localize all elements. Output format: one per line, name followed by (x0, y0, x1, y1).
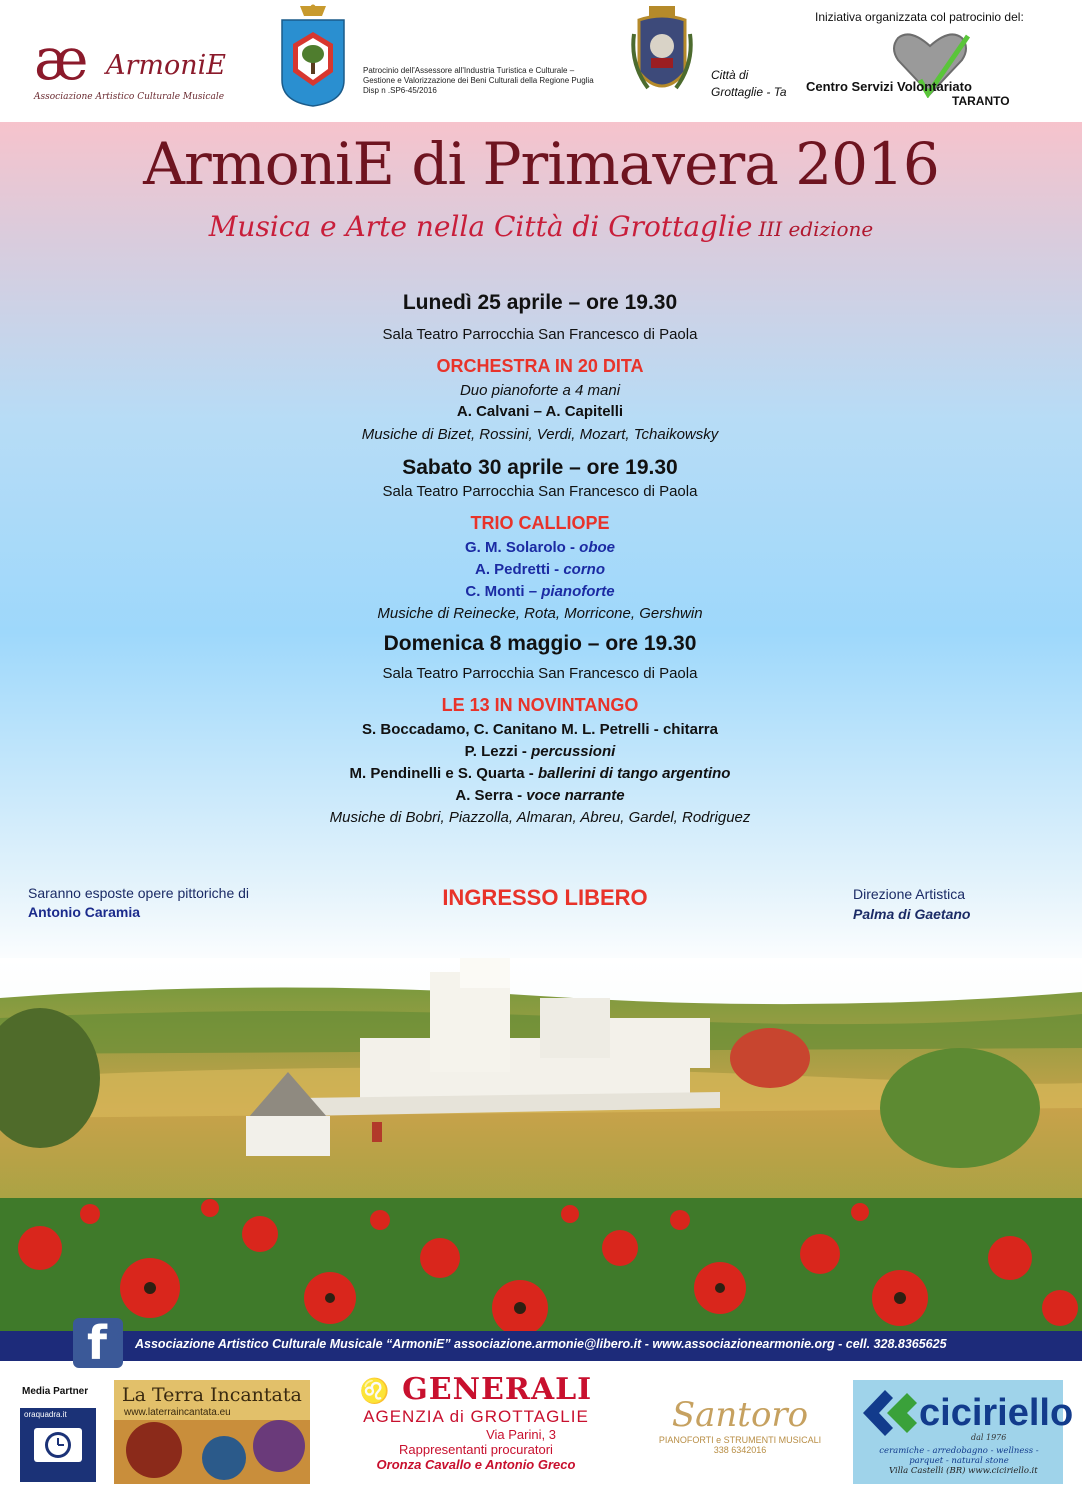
csv-name: Centro Servizi Volontariato (806, 79, 972, 94)
generali-sponsor (340, 1372, 612, 1492)
performer-names: A. Calvani – A. Capitelli (456, 403, 624, 420)
contact-info: Associazione Artistico Culturale Musicale “ArmoniE” associazione.armonie@libero.it - www.associazionearmonie.org - cell. 328.8365625 (135, 1337, 947, 1351)
director-name: Palma di Gaetano (853, 906, 971, 922)
performer-name: S. Boccadamo, C. Canitano M. L. Petrelli (362, 721, 650, 738)
landscape-painting (0, 958, 1082, 1334)
generali-role: Rappresentanti procuratori (399, 1442, 553, 1457)
terra-incantata-logo (114, 1380, 310, 1484)
santoro-sponsor (650, 1395, 830, 1455)
facebook-icon[interactable] (73, 1318, 123, 1368)
performer-role: percussioni (531, 743, 616, 760)
performer-name: A. Serra (455, 787, 513, 804)
event-desc: Duo pianoforte a 4 mani (459, 382, 621, 399)
performer-row (180, 583, 900, 600)
generali-agency: AGENZIA di GROTTAGLIE (363, 1407, 589, 1426)
generali-names: Oronza Cavallo e Antonio Greco (376, 1457, 576, 1472)
event-venue: Sala Teatro Parrocchia San Francesco di Paola (382, 326, 698, 343)
performer-sep: - (565, 539, 580, 556)
city-line: Città di (711, 68, 749, 82)
cici-since: dal 1976 (971, 1433, 1007, 1442)
logo-subtitle: Associazione Artistico Culturale Musicale (34, 92, 225, 102)
logo-name: ArmoniE (106, 50, 226, 81)
performer-sep: - (550, 561, 564, 578)
generali-name: GENERALI (402, 1372, 593, 1407)
lion-icon: ♌ (359, 1376, 391, 1405)
cici-name: ciciriello (919, 1392, 1074, 1434)
city-line: Grottaglie - Ta (711, 85, 787, 99)
terra-name: La Terra Incantata (122, 1384, 302, 1406)
event-music: Musiche di Reinecke, Rota, Morricone, Gershwin (377, 605, 703, 622)
event-date: Sabato 30 aprile – ore 19.30 (402, 456, 678, 479)
performer-name: C. Monti (465, 583, 525, 600)
artistic-direction (853, 884, 970, 924)
event-date: Lunedì 25 aprile – ore 19.30 (402, 291, 678, 314)
performer-sep: – (524, 583, 542, 600)
performer-sep: - (512, 787, 527, 804)
patrocinio-line: Gestione e Valorizzazione dei Beni Culturali della Regione Puglia (363, 76, 594, 85)
performer-name: A. Pedretti (474, 561, 550, 578)
facebook-glyph: f (87, 1316, 108, 1370)
grottaglie-crest-icon (631, 4, 693, 104)
artist-name: Antonio Caramia (28, 904, 141, 920)
ciciriello-mark-icon (863, 1390, 917, 1436)
city-label (711, 67, 787, 101)
csv-city: TARANTO (952, 94, 1010, 108)
event-music: Musiche di Bizet, Rossini, Verdi, Mozart, Tchaikowsky (361, 426, 719, 443)
performer-name: G. M. Solarolo (464, 539, 566, 556)
performer-role: pianoforte (541, 583, 615, 600)
page-title: ArmoniE di Primavera 2016 (143, 130, 939, 198)
clock-icon (34, 1428, 82, 1462)
exhibition-note (28, 884, 249, 922)
performer-role: corno (563, 561, 606, 578)
performer-name: M. Pendinelli e S. Quarta (349, 765, 525, 782)
edition-label: III edizione (758, 217, 874, 241)
patrocinio-line: Patrocinio dell'Assessore all'Industria Turistica e Culturale – (363, 66, 575, 75)
performer-row (180, 721, 900, 738)
oraquadra-logo (20, 1408, 96, 1482)
page-subtitle (0, 210, 1082, 243)
event-act: LE 13 IN NOVINTANGO (441, 695, 639, 715)
ciciriello-sponsor (853, 1380, 1074, 1484)
cici-tag: ceramiche - arredobagno - wellness - parquet - natural stone (879, 1446, 1039, 1466)
performer-name: P. Lezzi (464, 743, 518, 760)
santoro-phone: 338 6342016 (713, 1445, 767, 1455)
event-act: ORCHESTRA IN 20 DITA (436, 356, 644, 376)
exhibition-line: Saranno esposte opere pittoriche di (28, 885, 250, 901)
event-venue: Sala Teatro Parrocchia San Francesco di Paola (382, 665, 698, 682)
generali-logo (340, 1372, 612, 1407)
performer-row (180, 561, 900, 578)
performer-role: ballerini di tango argentino (537, 765, 731, 782)
performer-row (180, 539, 900, 556)
iniziativa-label: Iniziativa organizzata col patrocinio del: (815, 10, 1024, 24)
patrocinio-text (363, 66, 625, 96)
performer-role: voce narrante (526, 787, 625, 804)
generali-address: Via Parini, 3 (486, 1427, 556, 1442)
performer-sep: - (517, 743, 532, 760)
event-act: TRIO CALLIOPE (470, 513, 610, 533)
regione-puglia-crest-icon (278, 2, 348, 108)
performer-sep: - (649, 721, 663, 738)
event-date: Domenica 8 maggio – ore 19.30 (383, 632, 697, 655)
event-performers (180, 403, 900, 420)
patrocinio-line: Disp n .SP6-45/2016 (363, 86, 437, 95)
armonie-logo (34, 25, 226, 102)
ora-site: oraquadra.it (24, 1410, 67, 1419)
performer-row (180, 743, 900, 760)
direction-label: Direzione Artistica (853, 886, 966, 902)
event-music: Musiche di Bobri, Piazzolla, Almaran, Abreu, Gardel, Rodriguez (329, 809, 751, 826)
subtitle-text: Musica e Arte nella Città di Grottaglie (208, 210, 753, 243)
cici-address: Villa Castelli (BR) www.ciciriello.it (889, 1466, 1038, 1476)
performer-role: oboe (579, 539, 616, 556)
performer-row (180, 765, 900, 782)
performer-role: chitarra (662, 721, 718, 738)
santoro-tag: PIANOFORTI e STRUMENTI MUSICALI (658, 1435, 822, 1445)
performer-sep: - (524, 765, 538, 782)
ae-mark: æ (34, 25, 83, 93)
event-venue: Sala Teatro Parrocchia San Francesco di Paola (382, 483, 698, 500)
terra-site: www.laterraincantata.eu (124, 1407, 231, 1418)
performer-row (180, 787, 900, 804)
media-partner-label: Media Partner (22, 1386, 89, 1397)
santoro-name: Santoro (671, 1395, 809, 1435)
free-entry-label: INGRESSO LIBERO (442, 885, 648, 910)
